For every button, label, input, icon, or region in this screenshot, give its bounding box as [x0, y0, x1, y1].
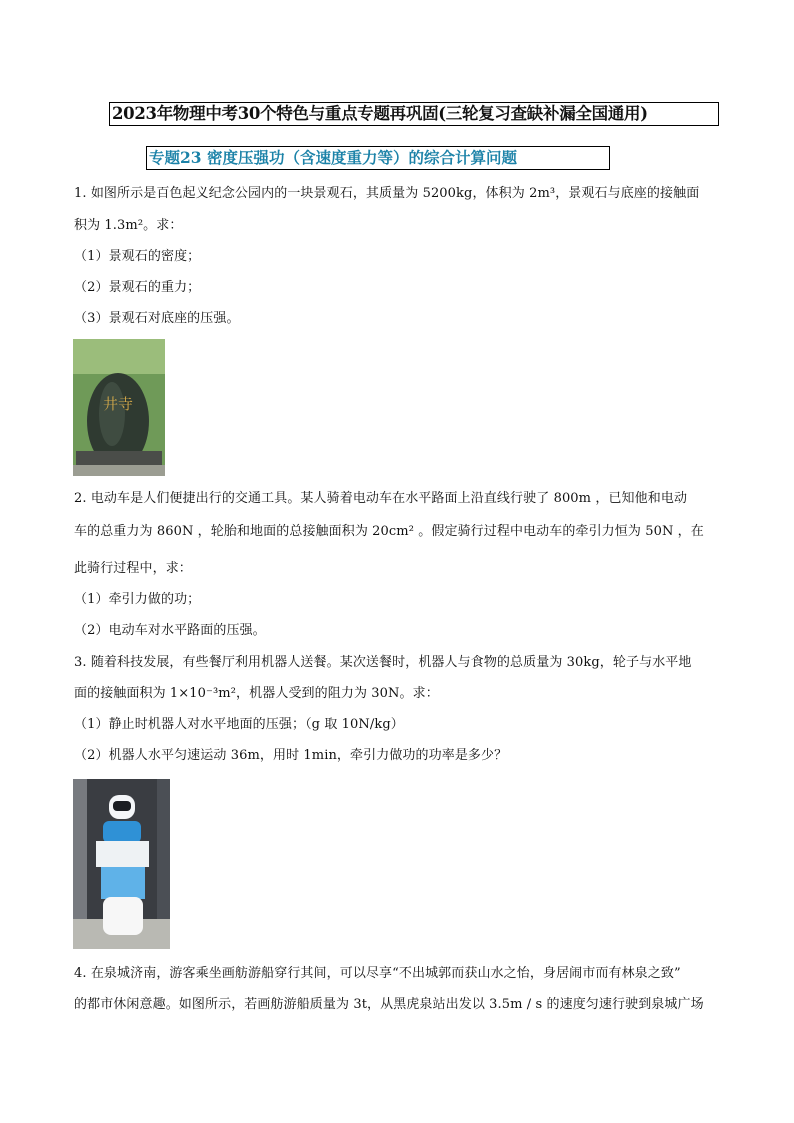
topic-title: 专题23 密度压强功（含速度重力等）的综合计算问题 [146, 146, 610, 170]
landscape-stone-image [73, 339, 165, 476]
question-3-part-1: （1）静止时机器人对水平地面的压强；（g 取 10N/kg） [74, 717, 404, 732]
robot-waiter-image [73, 779, 170, 949]
question-3-line-1: 3. 随着科技发展，有些餐厅利用机器人送餐。某次送餐时，机器人与食物的总质量为 30kg，轮子与水平地 [74, 655, 692, 670]
question-3-part-2: （2）机器人水平匀速运动 36m，用时 1min，牵引力做功的功率是多少？ [74, 748, 508, 763]
question-2-line-1: 2. 电动车是人们便捷出行的交通工具。某人骑着电动车在水平路面上沿直线行驶了 800m ，已知他和电动 [74, 491, 688, 506]
question-1-part-2: （2）景观石的重力； [74, 280, 201, 295]
robot-illustration [73, 779, 170, 949]
question-4-line-2: 的都市休闲意趣。如图所示，若画舫游船质量为 3t，从黑虎泉站出发以 3.5m / s 的速度匀速行驶到泉城广场 [74, 997, 704, 1012]
question-2-part-2: （2）电动车对水平路面的压强。 [74, 623, 266, 638]
question-1-part-1: （1）景观石的密度； [74, 249, 201, 264]
stone-inscription: 井寺 [102, 395, 134, 413]
question-3-line-2: 面的接触面积为 1×10⁻³m²，机器人受到的阻力为 30N。求： [74, 686, 439, 701]
stone-illustration [73, 339, 165, 476]
question-4-line-1: 4. 在泉城济南，游客乘坐画舫游船穿行其间，可以尽享“不出城郭而获山水之怡，身居闹市而有林泉之致” [74, 966, 681, 981]
question-2-line-2: 车的总重力为 860N ，轮胎和地面的总接触面积为 20cm² 。假定骑行过程中电动车的牵引力恒为 50N ，在 [74, 524, 704, 539]
question-2-part-1: （1）牵引力做的功； [74, 592, 201, 607]
document-title: 2023年物理中考30个特色与重点专题再巩固(三轮复习查缺补漏全国通用) [109, 102, 719, 126]
question-1-line-2: 积为 1.3m²。求： [74, 218, 183, 233]
question-1-part-3: （3）景观石对底座的压强。 [74, 311, 240, 326]
question-1-line-1: 1. 如图所示是百色起义纪念公园内的一块景观石，其质量为 5200kg，体积为 2m³，景观石与底座的接触面 [74, 186, 700, 201]
question-2-line-3: 此骑行过程中，求： [74, 561, 192, 576]
